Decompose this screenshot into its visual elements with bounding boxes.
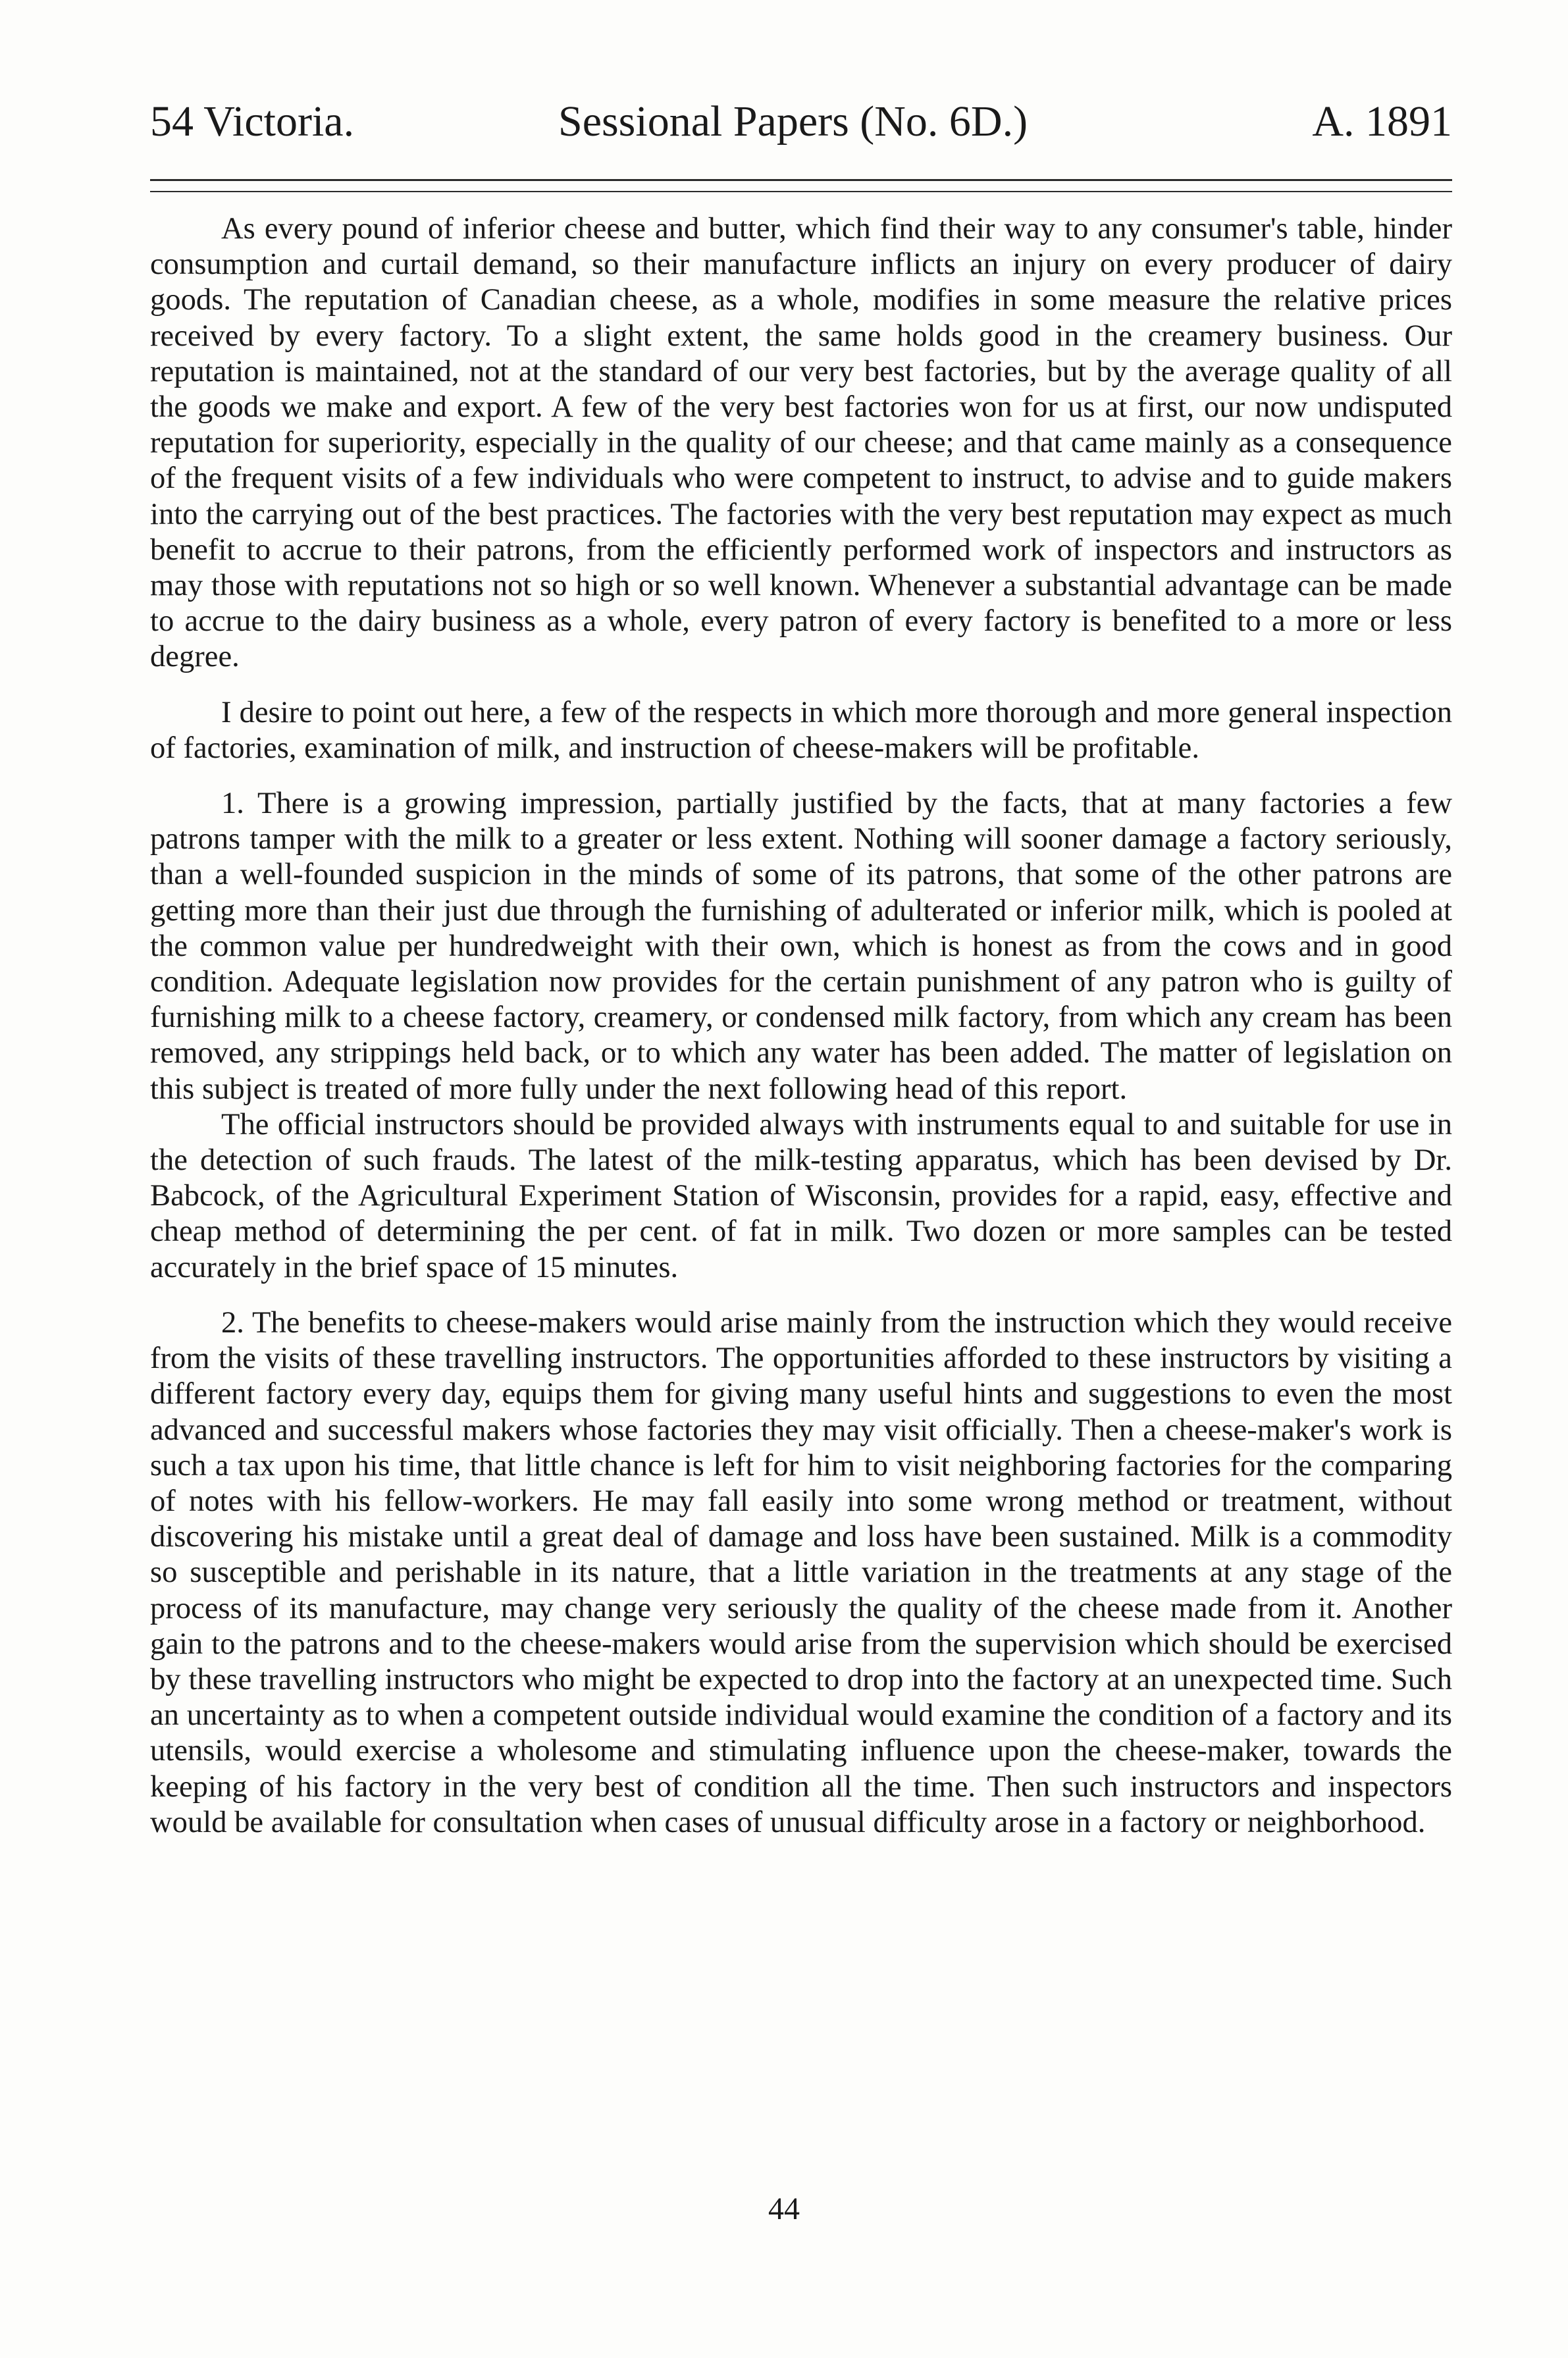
header-year: A. 1891 <box>1312 97 1452 145</box>
body-text <box>150 211 1452 1840</box>
paragraph-2: I desire to point out here, a few of the respects in which more thorough and more general inspection of factories, examination of milk, and instruction of cheese-makers will be profitable. <box>150 694 1452 765</box>
paragraph-1: As every pound of inferior cheese and butter, which find their way to any consumer's table, hinder consumption and curtail demand, so their manufacture inflicts an injury on every producer of dairy goods. The reputation of Canadian cheese, as a whole, modifies in some measure the relative prices received by every factory. To a slight extent, the same holds good in the creamery business. Our reputation is maintained, not at the standard of our very best factories, but by the average quality of all the goods we make and export. A few of the very best factories won for us at first, our now undisputed reputation for superiority, especially in the quality of our cheese; and that came mainly as a consequence of the frequent visits of a few individuals who were competent to instruct, to advise and to guide makers into the carrying out of the best practices. The factories with the very best reputation may expect as much benefit to accrue to their patrons, from the efficiently performed work of inspectors and instructors as may those with reputations not so high or so well known. Whenever a substantial advantage can be made to accrue to the dairy business as a whole, every patron of every factory is benefited to a more or less degree. <box>150 211 1452 674</box>
page-header <box>150 92 1452 151</box>
header-rule-bottom <box>150 191 1452 192</box>
paragraph-3: 1. There is a growing impression, partially justified by the facts, that at many factories a few patrons tamper with the milk to a greater or less extent. Nothing will sooner damage a factory seriously, than a well-founded suspicion in the minds of some of its patrons, that some of the other patrons are getting more than their just due through the furnishing of adulterated or inferior milk, which is pooled at the common value per hundredweight with their own, which is honest as from the cows and in good condition. Adequate legislation now provides for the certain punishment of any patron who is guilty of furnishing milk to a cheese factory, creamery, or condensed milk factory, from which any cream has been removed, any strippings held back, or to which any water has been added. The matter of legislation on this subject is treated of more fully under the next following head of this report. <box>150 786 1452 1106</box>
paragraph-5: 2. The benefits to cheese-makers would arise mainly from the instruction which they would receive from the visits of these travelling instructors. The opportunities afforded to these instructors by visiting a different factory every day, equips them for giving many useful hints and suggestions to even the most advanced and successful makers whose factories they may visit officially. Then a cheese-maker's work is such a tax upon his time, that little chance is left for him to visit neighboring factories for the comparing of notes with his fellow-workers. He may fall easily into some wrong method or treatment, without discovering his mistake until a great deal of damage and loss have been sustained. Milk is a commodity so susceptible and perishable in its nature, that a little variation in the treatments at any stage of the process of its manufacture, may change very seriously the quality of the cheese made from it. Another gain to the patrons and to the cheese-makers would arise from the supervision which should be exercised by these travelling instructors who might be expected to drop into the factory at an unexpected time. Such an uncertainty as to when a competent outside individual would examine the condition of a factory and its utensils, would exercise a wholesome and stimulating influence upon the cheese-maker, towards the keeping of his factory in the very best of condition all the time. Then such instructors and inspectors would be available for consultation when cases of unusual difficulty arose in a factory or neighborhood. <box>150 1305 1452 1839</box>
paragraph-4: The official instructors should be provided always with instruments equal to and suitable for use in the detection of such frauds. The latest of the milk-testing apparatus, which has been devised by Dr. Babcock, of the Agricultural Experiment Station of Wisconsin, provides for a rapid, easy, effective and cheap method of determining the per cent. of fat in milk. Two dozen or more samples can be tested accurately in the brief space of 15 minutes. <box>150 1107 1452 1284</box>
page-number: 44 <box>768 2191 800 2226</box>
header-rule-top <box>150 179 1452 181</box>
header-title: Sessional Papers (No. 6D.) <box>558 97 1028 145</box>
header-volume: 54 Victoria. <box>150 97 355 145</box>
